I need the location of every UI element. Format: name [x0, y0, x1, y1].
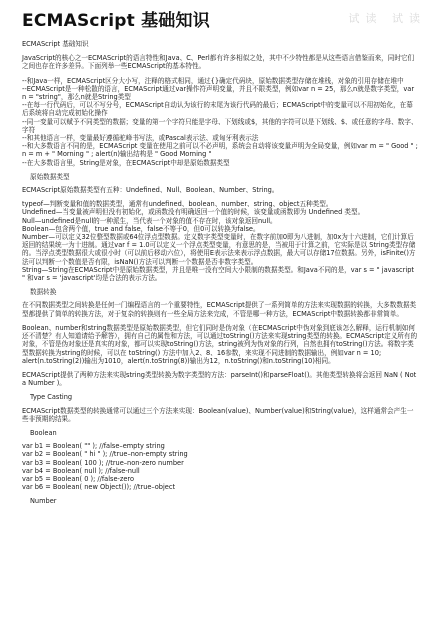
casting-paragraph: ECMAScript数据类型的转换通常可以通过三个方法来实现：Boolean(value)、Number(value)和String(value)，这样通常会产生一些非预期的结果。 — [22, 406, 414, 423]
tostring-paragraph: Boolean、number和string数据类型是原始数据类型，但它们同时是伪对象（在ECMAScript中伪对象到底该怎么解释，运行机制如何还不清楚？有人知道请给予解答），拥有自己的属性和方法，可以通过toString()方法来实现string类型的转换。ECMAScript定义所有的对象，不管是伪对象还是真实的对象，都可以实现toString()方法，string被列为伪对象的行列，自然也拥有toString()方法。将数字类型数据转换为string的时候，可以在 toString() 方法中加入2、8、16参数，来实现不同进制的数据输出，例如var n = 10; alert(n.toString(2))输出为1010，alert(n.toString(8))输出为12，n.toString()和n.toString(10)相同。 — [22, 323, 418, 365]
watermark: 试读 试读 — [348, 12, 426, 25]
primitive-types-paragraph: ECMAScript原始数据类型有五种：Undefined、Null、Boolean、Number、String。 — [22, 186, 279, 195]
features-list: --和Java一样，ECMAScript区分大小写，注释的格式相同，通过{}确定代码块，原始数据类型存储在堆栈，对象的引用存储在堆中 --ECMAScript是一种松散的语言，ECMAScript通过var操作符声明变量，并且不限类型，例如var n = 25，那么n就是数字类型，var n = "string"，那么n就是String类型 --在每一行代码后，可以不写分号，ECMAScript自动认为该行的末尾为该行代码的最后；ECMAScript中的变量可以不用初始化，在幕后系统将自动完成初始化操作 --同一变量可以赋予不同类型的数据；变量的第一个字符只能是字母、下划线或$，其他的字符可以是下划线、$、或任意的字母、数字、字符 --和其他语言一样，变量最好遵循驼峰书写法，或Pascal表示法、或匈牙利表示法 --和大多数语言不同的是，ECMAScript 变量在使用之前可以不必声明，系统会自动将该变量声明为全局变量，例如var m = " Good " ; n = m + " Morning " ; alert(n)输出结构是 " Good Morning " --在大多数语言里，String是对象，在ECMAScript中却是原始数据类型 — [22, 76, 418, 167]
typeof-paragraph: typeof—判断变量和值的数据类型，通常有undefined、boolean、number、string、object五种类型。 Undefined—当变量被声明但没有初始化，或函数没有明确返回一个值的时候，该变量或函数即为 Undefined 类型。 Null—undefined是null的一种派生，当代表一个对象的值不存在时，该对象返回null。 Boolean—包含两个值，true and false，false不等于0，但0可以转换为false。 Number—可以定义32位整型数据或64位浮点型数据。定义数字类型变量时，在数字前加0即为八进制，加0x为十六进制，它们计算后返回的结果统一为十进制。通过var f = 1.0可以定义一个浮点类型变量，有意思的是，当被用于计算之前，它实际是以 String类型存储的。当浮点类型数据很大或很小时（可以前后移动六位），将使用E表示法来表示浮点数据，最大可以存储17位数据。另外，isFinite()方法可以判断一个数值是否有限，isNaN()方法可以判断一个数据是否非数字类型。 String—String在ECMAScript中是原始数据类型，并且是唯一没有空间大小限制的数据类型。和Java不同的是，var s = " javascript " 和var s = 'javascript'均是合法的表示方法。 — [22, 200, 416, 283]
section-heading-number: Number — [30, 497, 57, 506]
conversion-paragraph: 在不同数据类型之间转换是任何一门编程语言的一个重要特性，ECMAScript提供了一系列简单的方法来实现数据的转换，大多数数据类型都提供了简单的转换方法，对于复杂的转换则有一些全局方法来完成，不管是哪一种方法，ECMAScript中数据转换都非常简单。 — [22, 301, 417, 318]
document-title: ECMAScript 基础知识 — [22, 11, 210, 31]
document-body — [22, 40, 418, 511]
section-heading-primitive: 原始数据类型 — [30, 172, 70, 181]
section-heading-conversion: 数据转换 — [30, 288, 57, 297]
intro-paragraph: JavaScript的核心之一ECMAScript的语言特性和Java、C、Perl都有许多相似之处，其中不少特性都是从这些语言借鉴而来，同时它们之间也存在许多差异。下面列举一些ECMAScript的基本特性。 — [22, 54, 415, 71]
subtitle: ECMAScript 基础知识 — [22, 40, 89, 48]
boolean-code-block: var b1 = Boolean( "" ); //false–empty string var b2 = Boolean( " hi " ); //true–non-empty string var b3 = Boolean( 100 ); //true–non-zero number var b4 = Boolean( null ); //false-null var b5 = Boolean( 0 ); //false-zero var b6 = Boolean( new Object()); //true–object — [22, 442, 188, 492]
parse-paragraph: ECMAScript提供了两种方法来实现string类型转换为数字类型的方法：parseInt()和parseFloat()。其他类型转换将会返回 NaN ( Not a Number )。 — [22, 370, 417, 388]
section-heading-type-casting: Type Casting — [30, 393, 73, 402]
section-heading-boolean: Boolean — [30, 428, 57, 437]
